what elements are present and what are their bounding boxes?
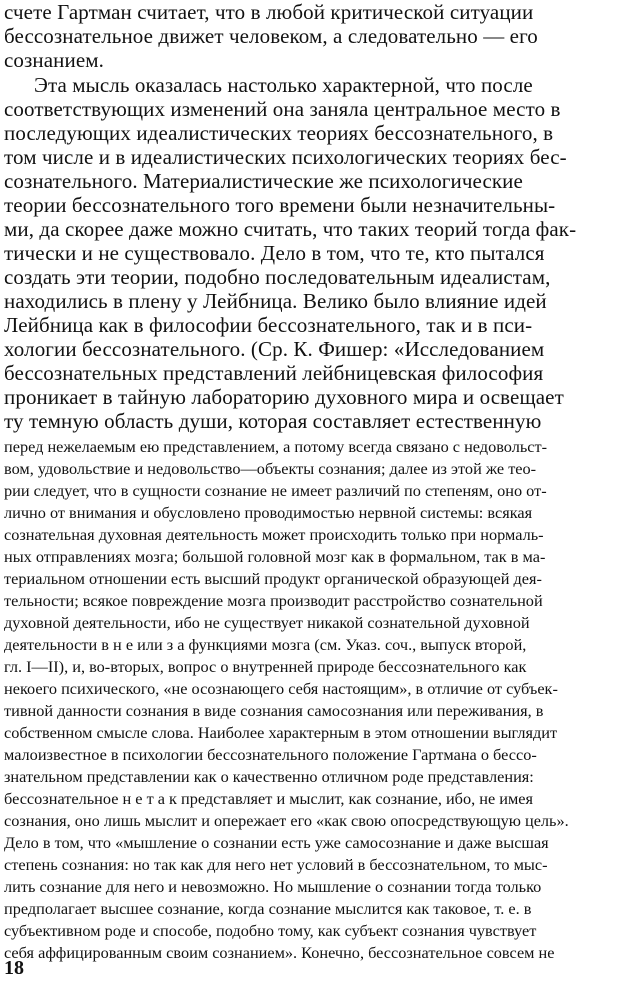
footnote-line: лить сознание для него и невозможно. Но мышление о сознании тогда только	[4, 877, 542, 896]
footnote-line: перед нежелаемым ею представлением, а потому всегда связано с недовольст-	[4, 437, 548, 456]
main-text-line: тически и не существовало. Дело в том, что те, кто пытался	[4, 241, 545, 265]
footnote-line: ных отправлениях мозга; большой головной мозг как в формальном, так в ма-	[4, 547, 546, 566]
footnote-line: лично от внимания и обусловлено проводимостью нервной системы: всякая	[4, 503, 533, 522]
footnote-line: териальном отношении есть высший продукт органической образующей дея-	[4, 569, 542, 588]
footnote-line: сознательная духовная деятельность может происходить только при нормаль-	[4, 525, 544, 544]
footnote-line: бессознательное н е т а к представляет и мыслит, как сознание, ибо, не имея	[4, 789, 533, 808]
footnote-line: знательном представлении как о качественно отличном роде представления:	[4, 767, 534, 786]
main-text-line: том числе и в идеалистических психологических теориях бес-	[4, 145, 567, 169]
footnote-line: субъективном роде и способе, подобно тому, как субъект сознания чувствует	[4, 921, 537, 940]
footnote-line: гл. I—II), и, во-вторых, вопрос о внутренней природе бессознательного как	[4, 657, 527, 676]
footnote-line: сознания, оно лишь мыслит и опережает его «как свою опосредствующую цель».	[4, 811, 569, 830]
footnote-line: степень сознания: но так как для него нет условий в бессознательном, то мыс-	[4, 855, 548, 874]
main-text-line: проникает в тайную лабораторию духовного мира и освещает	[4, 385, 564, 409]
footnote-line: предполагает высшее сознание, когда сознание мыслится как таковое, т. е. в	[4, 899, 532, 918]
footnote-line: собственном смысле слова. Наиболее характерным в этом отношении выглядит	[4, 723, 558, 742]
main-text-line: счете Гартман считает, что в любой критической ситуации	[4, 0, 534, 24]
main-text-line: Лейбница как в философии бессознательного, так и в пси-	[4, 313, 533, 337]
footnote-line: некоего психического, «не осознающего себя настоящим», в отличие от субъек-	[4, 679, 558, 698]
main-text-line: последующих идеалистических теориях бессознательного, в	[4, 121, 554, 145]
main-text-line: создать эти теории, подобно последовательным идеалистам,	[4, 265, 551, 289]
main-text-line: Эта мысль оказалась настолько характерной, что после	[34, 73, 533, 97]
footnote-line: духовной деятельности, ибо не существует никакой сознательной духовной	[4, 613, 530, 632]
main-text-line: соответствующих изменений она заняла центральное место в	[4, 97, 561, 121]
main-text-line: ту темную область души, которая составляет естественную	[4, 409, 542, 433]
main-text-line: сознательного. Материалистические же психологические	[4, 169, 523, 193]
main-text-line: хологии бессознательного. (Ср. К. Фишер: «Исследованием	[4, 337, 545, 361]
main-text-line: бессознательных представлений лейбницевская философия	[4, 361, 544, 385]
main-text-line: находились в плену у Лейбница. Велико было влияние идей	[4, 289, 547, 313]
page-number: 18	[4, 957, 24, 979]
footnote-line: малоизвестное в психологии бессознательного положение Гартмана о бессо-	[4, 745, 537, 764]
footnote-line: деятельности в н е или з а функциями мозга (см. Указ. соч., выпуск второй,	[4, 635, 527, 654]
footnote-line: вом, удовольствие и недовольство—объекты сознания; далее из этой же тео-	[4, 459, 537, 478]
footnote-line: тивной данности сознания в виде сознания самосознания или переживания, в	[4, 701, 544, 720]
main-text-line: сознанием.	[4, 48, 105, 72]
footnote-line: тельности; всякое повреждение мозга производит расстройство сознательной	[4, 591, 543, 610]
main-text-line: бессознательное движет человеком, а следовательно — его	[4, 24, 538, 48]
footnote-line: рии следует, что в сущности сознание не имеет различий по степеням, оно от-	[4, 481, 547, 500]
footnote-line: себя аффицированным своим сознанием». Конечно, бессознательное совсем не	[4, 943, 555, 962]
main-text-line: теории бессознательного того времени были незначительны-	[4, 193, 556, 217]
main-text-line: ми, да скорее даже можно считать, что таких теорий тогда фак-	[4, 217, 577, 241]
footnote-line: Дело в том, что «мышление о сознании есть уже самосознание и даже высшая	[4, 833, 549, 852]
